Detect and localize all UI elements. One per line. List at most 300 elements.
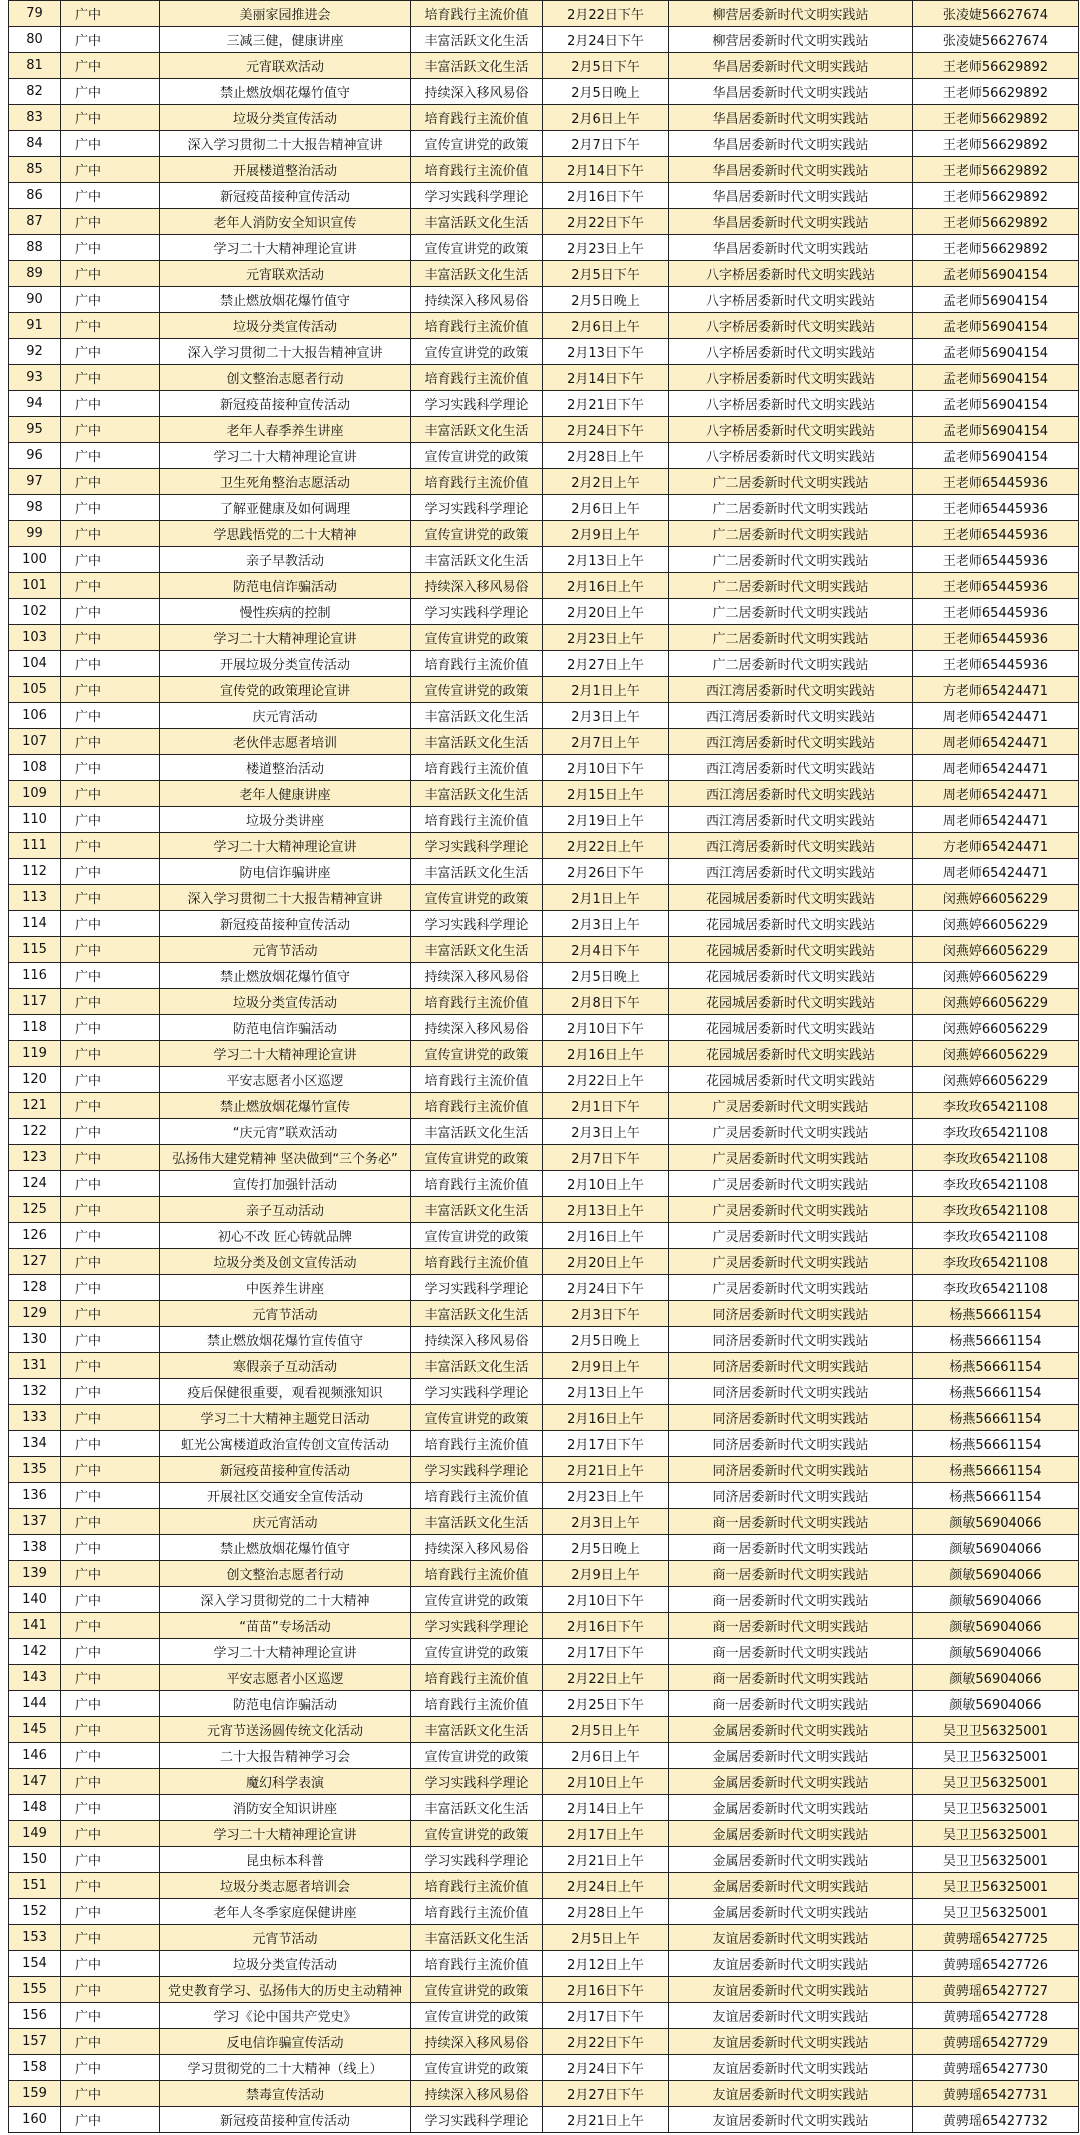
region-cell: 广中	[61, 1353, 160, 1379]
date-time-cell: 2月28日上午	[543, 443, 669, 469]
table-row	[9, 339, 1079, 365]
table-row	[9, 1899, 1079, 1925]
activity-name-cell: 垃圾分类及创文宣传活动	[160, 1249, 411, 1275]
activity-name-cell: 元宵节送汤圆传统文化活动	[160, 1717, 411, 1743]
practice-station-cell: 花园城居委新时代文明实践站	[669, 1041, 913, 1067]
table-row	[9, 53, 1079, 79]
category-cell: 宣传宣讲党的政策	[411, 131, 543, 157]
table-row	[9, 729, 1079, 755]
contact-cell: 闵燕婷66056229	[913, 885, 1079, 911]
practice-station-cell: 花园城居委新时代文明实践站	[669, 885, 913, 911]
region-cell: 广中	[61, 833, 160, 859]
practice-station-cell: 八字桥居委新时代文明实践站	[669, 417, 913, 443]
table-row	[9, 963, 1079, 989]
practice-station-cell: 商一居委新时代文明实践站	[669, 1613, 913, 1639]
date-time-cell: 2月16日下午	[543, 183, 669, 209]
date-time-cell: 2月27日上午	[543, 651, 669, 677]
practice-station-cell: 华昌居委新时代文明实践站	[669, 209, 913, 235]
table-row	[9, 131, 1079, 157]
date-time-cell: 2月16日上午	[543, 1041, 669, 1067]
table-row	[9, 1431, 1079, 1457]
table-row	[9, 1353, 1079, 1379]
date-time-cell: 2月23日上午	[543, 625, 669, 651]
practice-station-cell: 西江湾居委新时代文明实践站	[669, 703, 913, 729]
date-time-cell: 2月24日下午	[543, 417, 669, 443]
date-time-cell: 2月10日下午	[543, 1015, 669, 1041]
date-time-cell: 2月1日上午	[543, 677, 669, 703]
date-time-cell: 2月5日晚上	[543, 1535, 669, 1561]
region-cell: 广中	[61, 781, 160, 807]
region-cell: 广中	[61, 651, 160, 677]
table-row	[9, 1015, 1079, 1041]
region-cell: 广中	[61, 677, 160, 703]
category-cell: 宣传宣讲党的政策	[411, 235, 543, 261]
date-time-cell: 2月20日上午	[543, 599, 669, 625]
activity-name-cell: 禁止燃放烟花爆竹值守	[160, 1535, 411, 1561]
contact-cell: 颜敏56904066	[913, 1613, 1079, 1639]
date-time-cell: 2月7日下午	[543, 131, 669, 157]
region-cell: 广中	[61, 1899, 160, 1925]
category-cell: 学习实践科学理论	[411, 1379, 543, 1405]
activity-name-cell: 老年人冬季家庭保健讲座	[160, 1899, 411, 1925]
date-time-cell: 2月21日上午	[543, 1847, 669, 1873]
date-time-cell: 2月16日上午	[543, 573, 669, 599]
practice-station-cell: 华昌居委新时代文明实践站	[669, 183, 913, 209]
practice-station-cell: 同济居委新时代文明实践站	[669, 1457, 913, 1483]
practice-station-cell: 同济居委新时代文明实践站	[669, 1327, 913, 1353]
activity-name-cell: 美丽家园推进会	[160, 1, 411, 27]
region-cell: 广中	[61, 1249, 160, 1275]
date-time-cell: 2月23日上午	[543, 235, 669, 261]
region-cell: 广中	[61, 1093, 160, 1119]
region-cell: 广中	[61, 573, 160, 599]
category-cell: 丰富活跃文化生活	[411, 1197, 543, 1223]
activity-name-cell: 老年人春季养生讲座	[160, 417, 411, 443]
practice-station-cell: 花园城居委新时代文明实践站	[669, 1015, 913, 1041]
row-number-cell: 151	[9, 1873, 61, 1899]
activity-name-cell: 楼道整治活动	[160, 755, 411, 781]
date-time-cell: 2月17日下午	[543, 1639, 669, 1665]
table-row	[9, 1379, 1079, 1405]
row-number-cell: 121	[9, 1093, 61, 1119]
contact-cell: 王老师56629892	[913, 157, 1079, 183]
table-row	[9, 677, 1079, 703]
contact-cell: 张凌婕56627674	[913, 27, 1079, 53]
activity-name-cell: 学习二十大精神理论宣讲	[160, 443, 411, 469]
row-number-cell: 131	[9, 1353, 61, 1379]
region-cell: 广中	[61, 755, 160, 781]
table-row	[9, 1847, 1079, 1873]
table-row	[9, 1873, 1079, 1899]
contact-cell: 黄骋瑶65427726	[913, 1951, 1079, 1977]
row-number-cell: 130	[9, 1327, 61, 1353]
contact-cell: 李玫玫65421108	[913, 1119, 1079, 1145]
activity-name-cell: 防范电信诈骗活动	[160, 1691, 411, 1717]
category-cell: 学习实践科学理论	[411, 599, 543, 625]
practice-station-cell: 八字桥居委新时代文明实践站	[669, 339, 913, 365]
table-row	[9, 703, 1079, 729]
practice-station-cell: 花园城居委新时代文明实践站	[669, 963, 913, 989]
practice-station-cell: 花园城居委新时代文明实践站	[669, 911, 913, 937]
contact-cell: 杨燕56661154	[913, 1457, 1079, 1483]
region-cell: 广中	[61, 1561, 160, 1587]
table-row	[9, 1613, 1079, 1639]
category-cell: 宣传宣讲党的政策	[411, 885, 543, 911]
activity-name-cell: 元宵节活动	[160, 1925, 411, 1951]
category-cell: 培育践行主流价值	[411, 157, 543, 183]
date-time-cell: 2月17日下午	[543, 2003, 669, 2029]
activity-name-cell: 禁止燃放烟花爆竹值守	[160, 287, 411, 313]
table-row	[9, 1301, 1079, 1327]
category-cell: 培育践行主流价值	[411, 1483, 543, 1509]
category-cell: 丰富活跃文化生活	[411, 261, 543, 287]
practice-station-cell: 西江湾居委新时代文明实践站	[669, 781, 913, 807]
region-cell: 广中	[61, 963, 160, 989]
contact-cell: 黄骋瑶65427728	[913, 2003, 1079, 2029]
activity-name-cell: 垃圾分类宣传活动	[160, 105, 411, 131]
contact-cell: 周老师65424471	[913, 781, 1079, 807]
date-time-cell: 2月5日上午	[543, 1717, 669, 1743]
table-row	[9, 885, 1079, 911]
activity-name-cell: 学习二十大精神理论宣讲	[160, 235, 411, 261]
row-number-cell: 111	[9, 833, 61, 859]
region-cell: 广中	[61, 2003, 160, 2029]
category-cell: 持续深入移风易俗	[411, 963, 543, 989]
practice-station-cell: 广二居委新时代文明实践站	[669, 599, 913, 625]
activity-name-cell: 老年人健康讲座	[160, 781, 411, 807]
category-cell: 学习实践科学理论	[411, 2107, 543, 2133]
contact-cell: 孟老师56904154	[913, 261, 1079, 287]
row-number-cell: 92	[9, 339, 61, 365]
date-time-cell: 2月21日上午	[543, 2107, 669, 2133]
row-number-cell: 127	[9, 1249, 61, 1275]
row-number-cell: 149	[9, 1821, 61, 1847]
date-time-cell: 2月10日上午	[543, 1171, 669, 1197]
date-time-cell: 2月22日上午	[543, 1665, 669, 1691]
region-cell: 广中	[61, 365, 160, 391]
category-cell: 宣传宣讲党的政策	[411, 1145, 543, 1171]
category-cell: 培育践行主流价值	[411, 1665, 543, 1691]
activity-name-cell: 元宵节活动	[160, 1301, 411, 1327]
region-cell: 广中	[61, 157, 160, 183]
practice-station-cell: 商一居委新时代文明实践站	[669, 1561, 913, 1587]
contact-cell: 杨燕56661154	[913, 1379, 1079, 1405]
region-cell: 广中	[61, 859, 160, 885]
table-row	[9, 1925, 1079, 1951]
region-cell: 广中	[61, 339, 160, 365]
activity-name-cell: 开展垃圾分类宣传活动	[160, 651, 411, 677]
table-row	[9, 1145, 1079, 1171]
table-body	[9, 1, 1079, 2133]
practice-station-cell: 金属居委新时代文明实践站	[669, 1899, 913, 1925]
contact-cell: 颜敏56904066	[913, 1639, 1079, 1665]
region-cell: 广中	[61, 1041, 160, 1067]
table-row	[9, 209, 1079, 235]
activity-name-cell: 魔幻科学表演	[160, 1769, 411, 1795]
row-number-cell: 83	[9, 105, 61, 131]
contact-cell: 李玫玫65421108	[913, 1197, 1079, 1223]
region-cell: 广中	[61, 443, 160, 469]
contact-cell: 吴卫卫56325001	[913, 1795, 1079, 1821]
table-row	[9, 287, 1079, 313]
activity-name-cell: 垃圾分类志愿者培训会	[160, 1873, 411, 1899]
date-time-cell: 2月16日下午	[543, 1613, 669, 1639]
practice-station-cell: 广灵居委新时代文明实践站	[669, 1223, 913, 1249]
date-time-cell: 2月5日晚上	[543, 963, 669, 989]
row-number-cell: 95	[9, 417, 61, 443]
practice-station-cell: 金属居委新时代文明实践站	[669, 1821, 913, 1847]
category-cell: 持续深入移风易俗	[411, 1327, 543, 1353]
date-time-cell: 2月3日上午	[543, 911, 669, 937]
region-cell: 广中	[61, 1431, 160, 1457]
region-cell: 广中	[61, 547, 160, 573]
date-time-cell: 2月17日上午	[543, 1821, 669, 1847]
date-time-cell: 2月13日上午	[543, 547, 669, 573]
region-cell: 广中	[61, 2055, 160, 2081]
category-cell: 培育践行主流价值	[411, 1093, 543, 1119]
category-cell: 学习实践科学理论	[411, 1457, 543, 1483]
category-cell: 宣传宣讲党的政策	[411, 1587, 543, 1613]
row-number-cell: 113	[9, 885, 61, 911]
activity-name-cell: 卫生死角整治志愿活动	[160, 469, 411, 495]
table-row	[9, 1275, 1079, 1301]
date-time-cell: 2月27日下午	[543, 2081, 669, 2107]
date-time-cell: 2月14日上午	[543, 1795, 669, 1821]
practice-station-cell: 广二居委新时代文明实践站	[669, 469, 913, 495]
date-time-cell: 2月25日下午	[543, 1691, 669, 1717]
row-number-cell: 102	[9, 599, 61, 625]
date-time-cell: 2月12日上午	[543, 1951, 669, 1977]
category-cell: 宣传宣讲党的政策	[411, 677, 543, 703]
row-number-cell: 136	[9, 1483, 61, 1509]
region-cell: 广中	[61, 1691, 160, 1717]
practice-station-cell: 八字桥居委新时代文明实践站	[669, 261, 913, 287]
row-number-cell: 93	[9, 365, 61, 391]
category-cell: 培育践行主流价值	[411, 469, 543, 495]
date-time-cell: 2月28日上午	[543, 1899, 669, 1925]
region-cell: 广中	[61, 1639, 160, 1665]
category-cell: 丰富活跃文化生活	[411, 1795, 543, 1821]
practice-station-cell: 广二居委新时代文明实践站	[669, 495, 913, 521]
category-cell: 宣传宣讲党的政策	[411, 1041, 543, 1067]
activity-name-cell: 开展楼道整治活动	[160, 157, 411, 183]
practice-station-cell: 广灵居委新时代文明实践站	[669, 1197, 913, 1223]
contact-cell: 李玫玫65421108	[913, 1275, 1079, 1301]
practice-station-cell: 商一居委新时代文明实践站	[669, 1691, 913, 1717]
practice-station-cell: 友谊居委新时代文明实践站	[669, 2055, 913, 2081]
category-cell: 宣传宣讲党的政策	[411, 339, 543, 365]
activity-name-cell: 虹光公寓楼道政治宣传创文宣传活动	[160, 1431, 411, 1457]
row-number-cell: 134	[9, 1431, 61, 1457]
table-row	[9, 1691, 1079, 1717]
date-time-cell: 2月26日下午	[543, 859, 669, 885]
category-cell: 丰富活跃文化生活	[411, 781, 543, 807]
date-time-cell: 2月10日下午	[543, 1587, 669, 1613]
category-cell: 丰富活跃文化生活	[411, 1717, 543, 1743]
table-row	[9, 2029, 1079, 2055]
activity-name-cell: 元宵联欢活动	[160, 53, 411, 79]
activity-name-cell: 新冠疫苗接种宣传活动	[160, 183, 411, 209]
date-time-cell: 2月24日下午	[543, 2055, 669, 2081]
table-row	[9, 1795, 1079, 1821]
region-cell: 广中	[61, 2029, 160, 2055]
date-time-cell: 2月9日上午	[543, 1561, 669, 1587]
table-row	[9, 1743, 1079, 1769]
practice-station-cell: 八字桥居委新时代文明实践站	[669, 313, 913, 339]
practice-station-cell: 同济居委新时代文明实践站	[669, 1405, 913, 1431]
practice-station-cell: 同济居委新时代文明实践站	[669, 1431, 913, 1457]
date-time-cell: 2月20日上午	[543, 1249, 669, 1275]
row-number-cell: 87	[9, 209, 61, 235]
row-number-cell: 112	[9, 859, 61, 885]
table-row	[9, 859, 1079, 885]
activity-name-cell: 庆元宵活动	[160, 1509, 411, 1535]
row-number-cell: 80	[9, 27, 61, 53]
region-cell: 广中	[61, 53, 160, 79]
table-row	[9, 807, 1079, 833]
table-row	[9, 1509, 1079, 1535]
date-time-cell: 2月4日下午	[543, 937, 669, 963]
row-number-cell: 146	[9, 1743, 61, 1769]
activity-name-cell: 初心不改 匠心铸就品牌	[160, 1223, 411, 1249]
category-cell: 宣传宣讲党的政策	[411, 1405, 543, 1431]
contact-cell: 杨燕56661154	[913, 1327, 1079, 1353]
table-row	[9, 2081, 1079, 2107]
table-row	[9, 235, 1079, 261]
category-cell: 丰富活跃文化生活	[411, 1353, 543, 1379]
row-number-cell: 99	[9, 521, 61, 547]
region-cell: 广中	[61, 521, 160, 547]
contact-cell: 吴卫卫56325001	[913, 1743, 1079, 1769]
contact-cell: 周老师65424471	[913, 859, 1079, 885]
activity-name-cell: 学习二十大精神主题党日活动	[160, 1405, 411, 1431]
table-row	[9, 625, 1079, 651]
row-number-cell: 94	[9, 391, 61, 417]
contact-cell: 杨燕56661154	[913, 1431, 1079, 1457]
table-row	[9, 1197, 1079, 1223]
table-row	[9, 651, 1079, 677]
table-row	[9, 391, 1079, 417]
row-number-cell: 117	[9, 989, 61, 1015]
row-number-cell: 91	[9, 313, 61, 339]
date-time-cell: 2月22日上午	[543, 833, 669, 859]
table-row	[9, 1535, 1079, 1561]
contact-cell: 闵燕婷66056229	[913, 963, 1079, 989]
table-row	[9, 1587, 1079, 1613]
date-time-cell: 2月5日上午	[543, 1925, 669, 1951]
region-cell: 广中	[61, 1509, 160, 1535]
contact-cell: 吴卫卫56325001	[913, 1769, 1079, 1795]
date-time-cell: 2月3日上午	[543, 1509, 669, 1535]
contact-cell: 王老师65445936	[913, 469, 1079, 495]
region-cell: 广中	[61, 1847, 160, 1873]
contact-cell: 孟老师56904154	[913, 313, 1079, 339]
table-row	[9, 313, 1079, 339]
category-cell: 丰富活跃文化生活	[411, 1119, 543, 1145]
contact-cell: 孟老师56904154	[913, 287, 1079, 313]
practice-station-cell: 同济居委新时代文明实践站	[669, 1301, 913, 1327]
row-number-cell: 84	[9, 131, 61, 157]
category-cell: 丰富活跃文化生活	[411, 859, 543, 885]
row-number-cell: 90	[9, 287, 61, 313]
category-cell: 培育践行主流价值	[411, 1249, 543, 1275]
activity-name-cell: 宣传打加强针活动	[160, 1171, 411, 1197]
table-row	[9, 833, 1079, 859]
practice-station-cell: 金属居委新时代文明实践站	[669, 1717, 913, 1743]
row-number-cell: 110	[9, 807, 61, 833]
row-number-cell: 138	[9, 1535, 61, 1561]
date-time-cell: 2月19日上午	[543, 807, 669, 833]
date-time-cell: 2月14日下午	[543, 365, 669, 391]
contact-cell: 吴卫卫56325001	[913, 1873, 1079, 1899]
contact-cell: 王老师65445936	[913, 599, 1079, 625]
region-cell: 广中	[61, 1613, 160, 1639]
activity-name-cell: 学习二十大精神理论宣讲	[160, 833, 411, 859]
category-cell: 学习实践科学理论	[411, 1275, 543, 1301]
category-cell: 培育践行主流价值	[411, 755, 543, 781]
table-row	[9, 27, 1079, 53]
activity-name-cell: 创文整治志愿者行动	[160, 1561, 411, 1587]
practice-station-cell: 广二居委新时代文明实践站	[669, 521, 913, 547]
category-cell: 宣传宣讲党的政策	[411, 1743, 543, 1769]
row-number-cell: 97	[9, 469, 61, 495]
activity-name-cell: 亲子互动活动	[160, 1197, 411, 1223]
row-number-cell: 129	[9, 1301, 61, 1327]
practice-station-cell: 八字桥居委新时代文明实践站	[669, 287, 913, 313]
row-number-cell: 144	[9, 1691, 61, 1717]
category-cell: 培育践行主流价值	[411, 1873, 543, 1899]
practice-station-cell: 金属居委新时代文明实践站	[669, 1847, 913, 1873]
table-row	[9, 1093, 1079, 1119]
table-row	[9, 521, 1079, 547]
region-cell: 广中	[61, 261, 160, 287]
table-row	[9, 1561, 1079, 1587]
date-time-cell: 2月10日上午	[543, 1769, 669, 1795]
practice-station-cell: 商一居委新时代文明实践站	[669, 1665, 913, 1691]
activity-name-cell: 学习二十大精神理论宣讲	[160, 1041, 411, 1067]
date-time-cell: 2月2日上午	[543, 469, 669, 495]
practice-station-cell: 花园城居委新时代文明实践站	[669, 937, 913, 963]
table-row	[9, 495, 1079, 521]
region-cell: 广中	[61, 1197, 160, 1223]
activity-name-cell: 垃圾分类讲座	[160, 807, 411, 833]
row-number-cell: 133	[9, 1405, 61, 1431]
region-cell: 广中	[61, 1, 160, 27]
row-number-cell: 100	[9, 547, 61, 573]
region-cell: 广中	[61, 911, 160, 937]
date-time-cell: 2月16日上午	[543, 1223, 669, 1249]
region-cell: 广中	[61, 1275, 160, 1301]
row-number-cell: 120	[9, 1067, 61, 1093]
contact-cell: 周老师65424471	[913, 807, 1079, 833]
activity-name-cell: 三减三健，健康讲座	[160, 27, 411, 53]
activity-name-cell: 深入学习贯彻二十大报告精神宣讲	[160, 339, 411, 365]
category-cell: 丰富活跃文化生活	[411, 1925, 543, 1951]
region-cell: 广中	[61, 1015, 160, 1041]
contact-cell: 杨燕56661154	[913, 1301, 1079, 1327]
row-number-cell: 139	[9, 1561, 61, 1587]
row-number-cell: 89	[9, 261, 61, 287]
practice-station-cell: 八字桥居委新时代文明实践站	[669, 365, 913, 391]
activity-name-cell: 学习《论中国共产党史》	[160, 2003, 411, 2029]
practice-station-cell: 西江湾居委新时代文明实践站	[669, 729, 913, 755]
category-cell: 宣传宣讲党的政策	[411, 2055, 543, 2081]
table-row	[9, 1665, 1079, 1691]
row-number-cell: 137	[9, 1509, 61, 1535]
category-cell: 宣传宣讲党的政策	[411, 1821, 543, 1847]
region-cell: 广中	[61, 1119, 160, 1145]
row-number-cell: 145	[9, 1717, 61, 1743]
